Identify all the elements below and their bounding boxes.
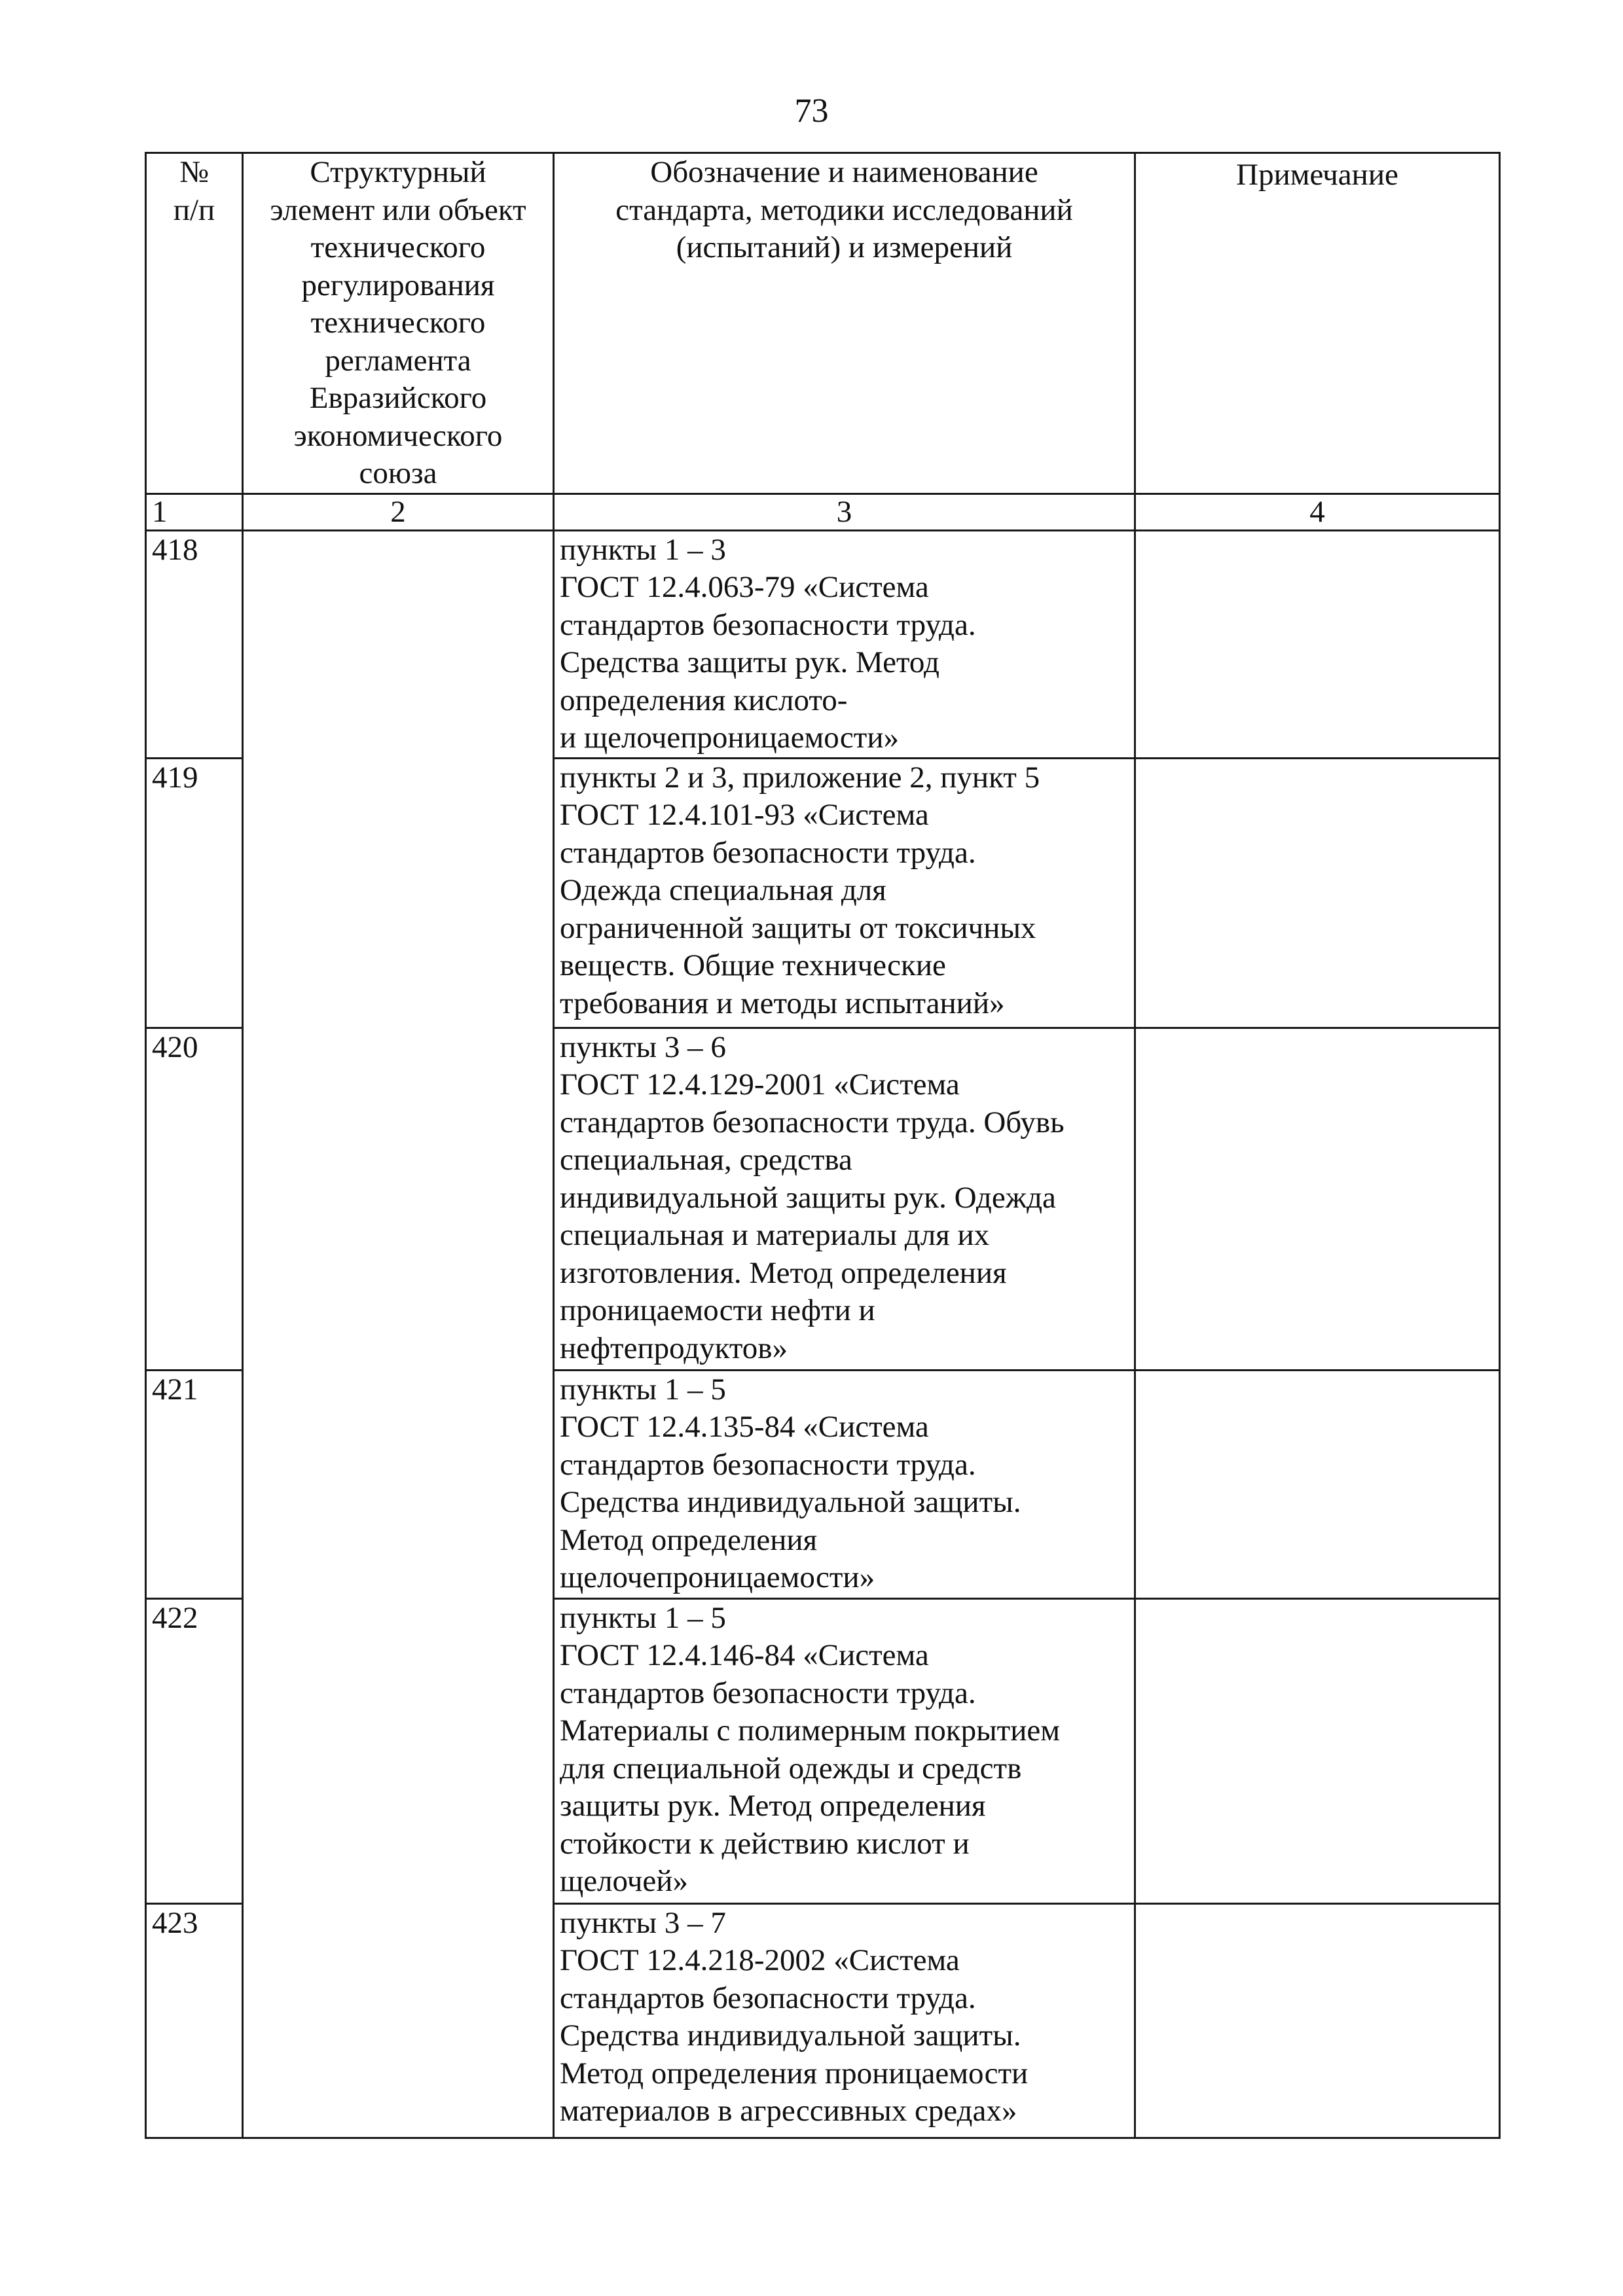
standard-cell	[554, 1370, 1135, 1598]
standard-line: нефтепродуктов»	[560, 1331, 788, 1365]
header-line: элемент или объект	[270, 192, 526, 227]
standard-line: щелочей»	[560, 1864, 688, 1898]
standard-line: стандартов безопасности труда.	[560, 1447, 976, 1482]
column-number: 3	[554, 493, 1135, 530]
header-line: технического	[310, 230, 486, 264]
header-line: технического	[310, 306, 486, 340]
standard-line: Метод определения	[560, 1522, 818, 1557]
standard-cell	[554, 1028, 1135, 1370]
standard-line: Средства индивидуальной защиты.	[560, 2018, 1021, 2053]
standard-line: стандартов безопасности труда.	[560, 1981, 976, 2015]
header-note	[1135, 153, 1500, 494]
standard-line: ГОСТ 12.4.218-2002 «Система	[560, 1943, 960, 1977]
note-cell	[1135, 758, 1500, 1028]
standard-line: веществ. Общие технические	[560, 948, 946, 982]
header-line: регламента	[325, 343, 471, 378]
standard-line: стандартов безопасности труда. Обувь	[560, 1105, 1065, 1139]
header-line: экономического	[293, 418, 503, 453]
standard-line: пункты 1 – 3	[560, 532, 726, 567]
row-number: 423	[146, 1903, 243, 2138]
standard-line: ГОСТ 12.4.146-84 «Система	[560, 1638, 929, 1672]
standard-line: специальная и материалы для их	[560, 1218, 990, 1252]
standard-line: ГОСТ 12.4.101-93 «Система	[560, 798, 929, 832]
note-cell	[1135, 1598, 1500, 1903]
standard-cell	[554, 1903, 1135, 2138]
structural-element-cell	[243, 530, 554, 2138]
note-cell	[1135, 1370, 1500, 1598]
standard-line: требования и методы испытаний»	[560, 986, 1005, 1020]
column-number: 4	[1135, 493, 1500, 530]
row-number: 420	[146, 1028, 243, 1370]
standard-line: пункты 1 – 5	[560, 1600, 726, 1635]
header-line: Обозначение и наименование	[650, 155, 1038, 189]
row-number: 418	[146, 530, 243, 758]
standard-line: Средства защиты рук. Метод	[560, 645, 939, 679]
header-line: регулирования	[301, 268, 495, 302]
note-cell	[1135, 530, 1500, 758]
standard-line: пункты 2 и 3, приложение 2, пункт 5	[560, 760, 1040, 795]
row-number: 421	[146, 1370, 243, 1598]
standard-line: проницаемости нефти и	[560, 1293, 875, 1327]
standard-line: материалов в агрессивных средах»	[560, 2094, 1017, 2128]
standard-line: Средства индивидуальной защиты.	[560, 1485, 1021, 1519]
standard-line: индивидуальной защиты рук. Одежда	[560, 1180, 1056, 1215]
standard-cell	[554, 758, 1135, 1028]
standard-line: ГОСТ 12.4.063-79 «Система	[560, 570, 929, 604]
standard-line: ограниченной защиты от токсичных	[560, 910, 1036, 945]
standard-line: стандартов безопасности труда.	[560, 835, 976, 870]
header-line: №	[179, 155, 209, 189]
standard-line: стандартов безопасности труда.	[560, 1676, 976, 1710]
header-standard	[554, 153, 1135, 494]
column-number-row	[146, 493, 1500, 530]
standard-line: пункты 1 – 5	[560, 1372, 726, 1407]
header-line: Структурный	[310, 155, 486, 189]
standard-line: Метод определения проницаемости	[560, 2056, 1029, 2090]
header-line: союза	[359, 456, 437, 490]
standard-cell	[554, 1598, 1135, 1903]
standard-line: стойкости к действию кислот и	[560, 1826, 970, 1861]
standard-line: специальная, средства	[560, 1143, 852, 1177]
standard-line: и щелочепроницаемости»	[560, 721, 899, 755]
standard-line: для специальной одежды и средств	[560, 1751, 1022, 1785]
standard-line: ГОСТ 12.4.135-84 «Система	[560, 1410, 929, 1444]
header-line: п/п	[173, 192, 215, 227]
standard-line: Материалы с полимерным покрытием	[560, 1713, 1060, 1748]
header-line: (испытаний) и измерений	[676, 230, 1013, 264]
header-line: Примечание	[1236, 158, 1398, 192]
row-number: 419	[146, 758, 243, 1028]
header-line: стандарта, методики исследований	[615, 192, 1073, 227]
standard-line: Одежда специальная для	[560, 873, 886, 907]
standard-line: изготовления. Метод определения	[560, 1255, 1007, 1290]
page-number: 73	[794, 92, 829, 130]
header-number	[146, 153, 243, 494]
standard-line: пункты 3 – 7	[560, 1905, 726, 1940]
standard-line: пункты 3 – 6	[560, 1030, 726, 1064]
column-number: 1	[146, 493, 243, 530]
standards-table	[145, 152, 1501, 2139]
standard-line: защиты рук. Метод определения	[560, 1789, 986, 1823]
header-line: Евразийского	[309, 381, 487, 415]
standard-line: щелочепроницаемости»	[560, 1560, 875, 1594]
standard-cell	[554, 530, 1135, 758]
note-cell	[1135, 1028, 1500, 1370]
note-cell	[1135, 1903, 1500, 2138]
standard-line: стандартов безопасности труда.	[560, 607, 976, 642]
standard-line: ГОСТ 12.4.129-2001 «Система	[560, 1067, 960, 1102]
header-structural-element	[243, 153, 554, 494]
column-number: 2	[243, 493, 554, 530]
row-number: 422	[146, 1598, 243, 1903]
standard-line: определения кислото-	[560, 683, 848, 717]
header-row	[146, 153, 1500, 494]
table-row	[146, 530, 1500, 758]
